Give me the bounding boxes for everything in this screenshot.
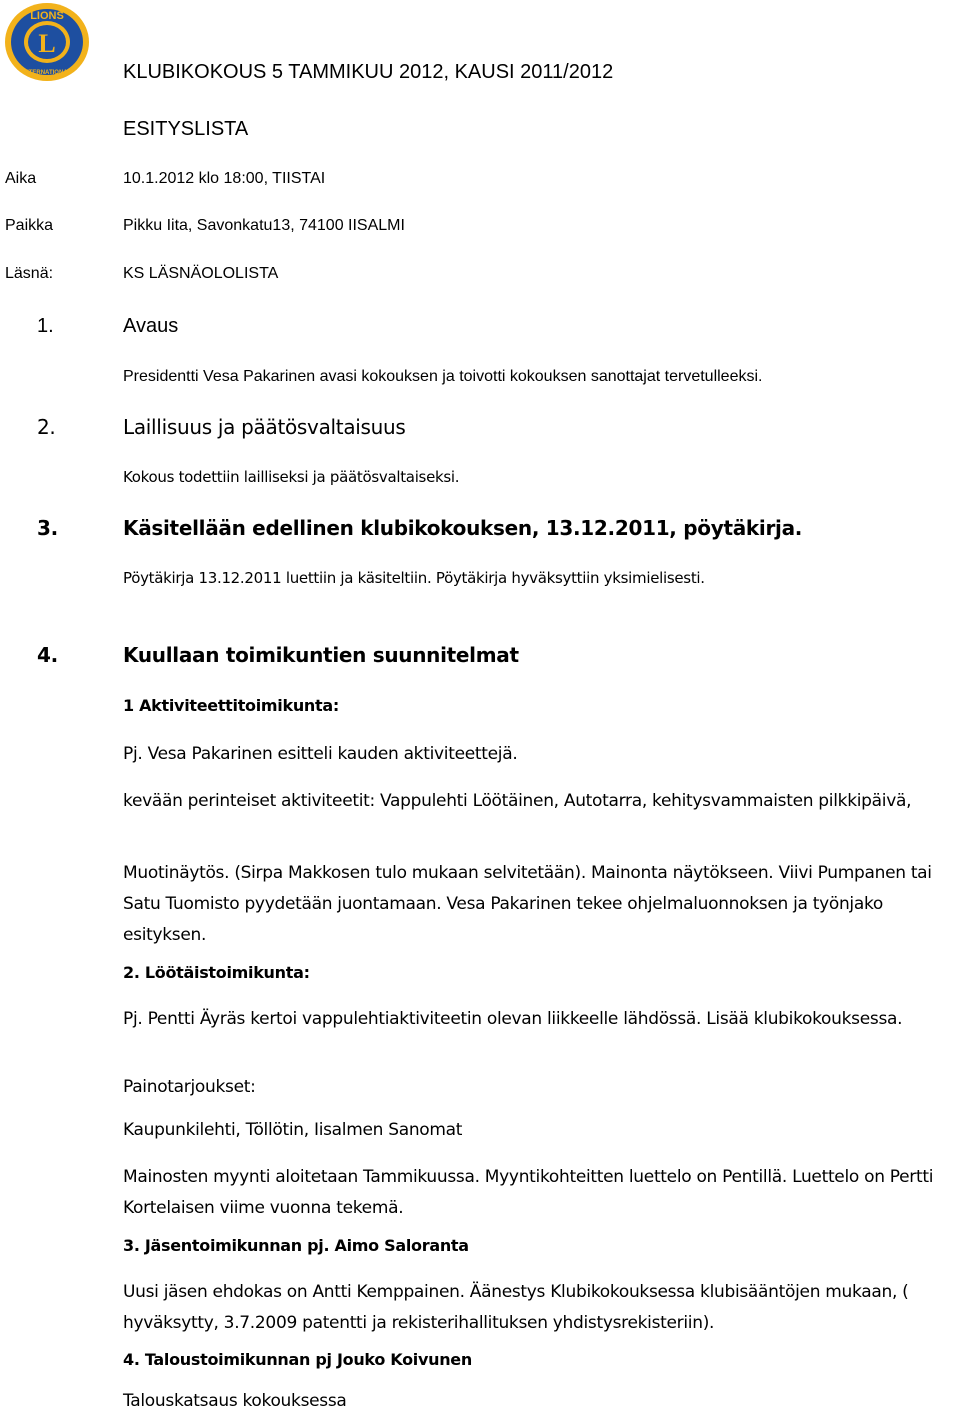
subsection-membership-heading: 3. Jäsentoimikunnan pj. Aimo Saloranta [123,1236,469,1255]
subsection-activity-p2: kevään perinteiset aktiviteetit: Vappulehti Löötäinen, Autotarra, kehitysvammaisten pilkkipäivä, [123,791,912,811]
section-3-number: 3. [37,516,58,540]
section-2-title: Laillisuus ja päätösvaltaisuus [123,415,406,439]
subsection-lootainen-p1: Pj. Pentti Äyräs kertoi vappulehtiaktiviteetin olevan liikkeelle lähdössä. Lisää klubikokouksessa. [123,1009,903,1029]
subsection-finance-p1: Talouskatsaus kokouksessa [123,1391,347,1411]
meta-value-present: KS LÄSNÄOLOLISTA [123,265,279,282]
logo-letter: L [38,29,56,58]
meta-label-present: Läsnä: [5,265,54,282]
document-subtitle: ESITYSLISTA [123,118,249,140]
subsection-lootainen-p2: Painotarjoukset: [123,1077,256,1097]
subsection-activity-p3: Muotinäytös. (Sirpa Makkosen tulo mukaan selvitetään). Mainonta näytökseen. Viivi Pumpanen tai Satu Tuomisto pyydetään juontamaan. Vesa Pakarinen tekee ohjelmaluonnoksen ja työnjako esityksen. [123,863,932,945]
section-2-number: 2. [37,415,56,439]
meta-label-time: Aika [5,170,37,187]
section-2-text: Kokous todettiin lailliseksi ja päätösvaltaiseksi. [123,468,460,486]
section-1-title: Avaus [123,315,179,337]
subsection-membership-p1: Uusi jäsen ehdokas on Antti Kemppainen. Äänestys Klubikokouksessa klubisääntöjen mukaan, ( hyväksytty, 3.7.2009 patentti ja rekisterihallituksen yhdistysrekisteriin). [123,1282,909,1333]
subsection-activity-heading: 1 Aktiviteettitoimikunta: [123,696,339,715]
subsection-activity-p1: Pj. Vesa Pakarinen esitteli kauden aktiviteettejä. [123,744,518,764]
subsection-lootainen-p3: Kaupunkilehti, Töllötin, Iisalmen Sanomat [123,1120,463,1140]
subsection-finance-heading: 4. Taloustoimikunnan pj Jouko Koivunen [123,1350,472,1369]
meta-label-place: Paikka [5,217,54,234]
meta-value-place: Pikku Iita, Savonkatu13, 74100 IISALMI [123,217,405,234]
section-3-title: Käsitellään edellinen klubikokouksen, 13.12.2011, pöytäkirja. [123,516,803,540]
lions-logo [4,2,90,82]
section-4-number: 4. [37,643,58,667]
section-1-number: 1. [37,315,54,337]
subsection-lootainen-heading: 2. Löötäistoimikunta: [123,963,310,982]
logo-top-text: LIONS [30,10,64,22]
meta-value-time: 10.1.2012 klo 18:00, TIISTAI [123,170,326,187]
document-title: KLUBIKOKOUS 5 TAMMIKUU 2012, KAUSI 2011/2012 [123,61,614,83]
subsection-lootainen-p4: Mainosten myynti aloitetaan Tammikuussa. Myyntikohteitten luettelo on Pentillä. Luettelo on Pertti Kortelaisen viime vuonna tekemä. [123,1167,934,1218]
section-1-text: Presidentti Vesa Pakarinen avasi kokouksen ja toivotti kokouksen sanottajat tervetulleeksi. [123,368,763,385]
section-4-title: Kuullaan toimikuntien suunnitelmat [123,643,519,667]
logo-bottom-text: INTERNATIONAL [22,70,72,76]
section-3-text: Pöytäkirja 13.12.2011 luettiin ja käsiteltiin. Pöytäkirja hyväksyttiin yksimielisesti. [123,569,705,587]
